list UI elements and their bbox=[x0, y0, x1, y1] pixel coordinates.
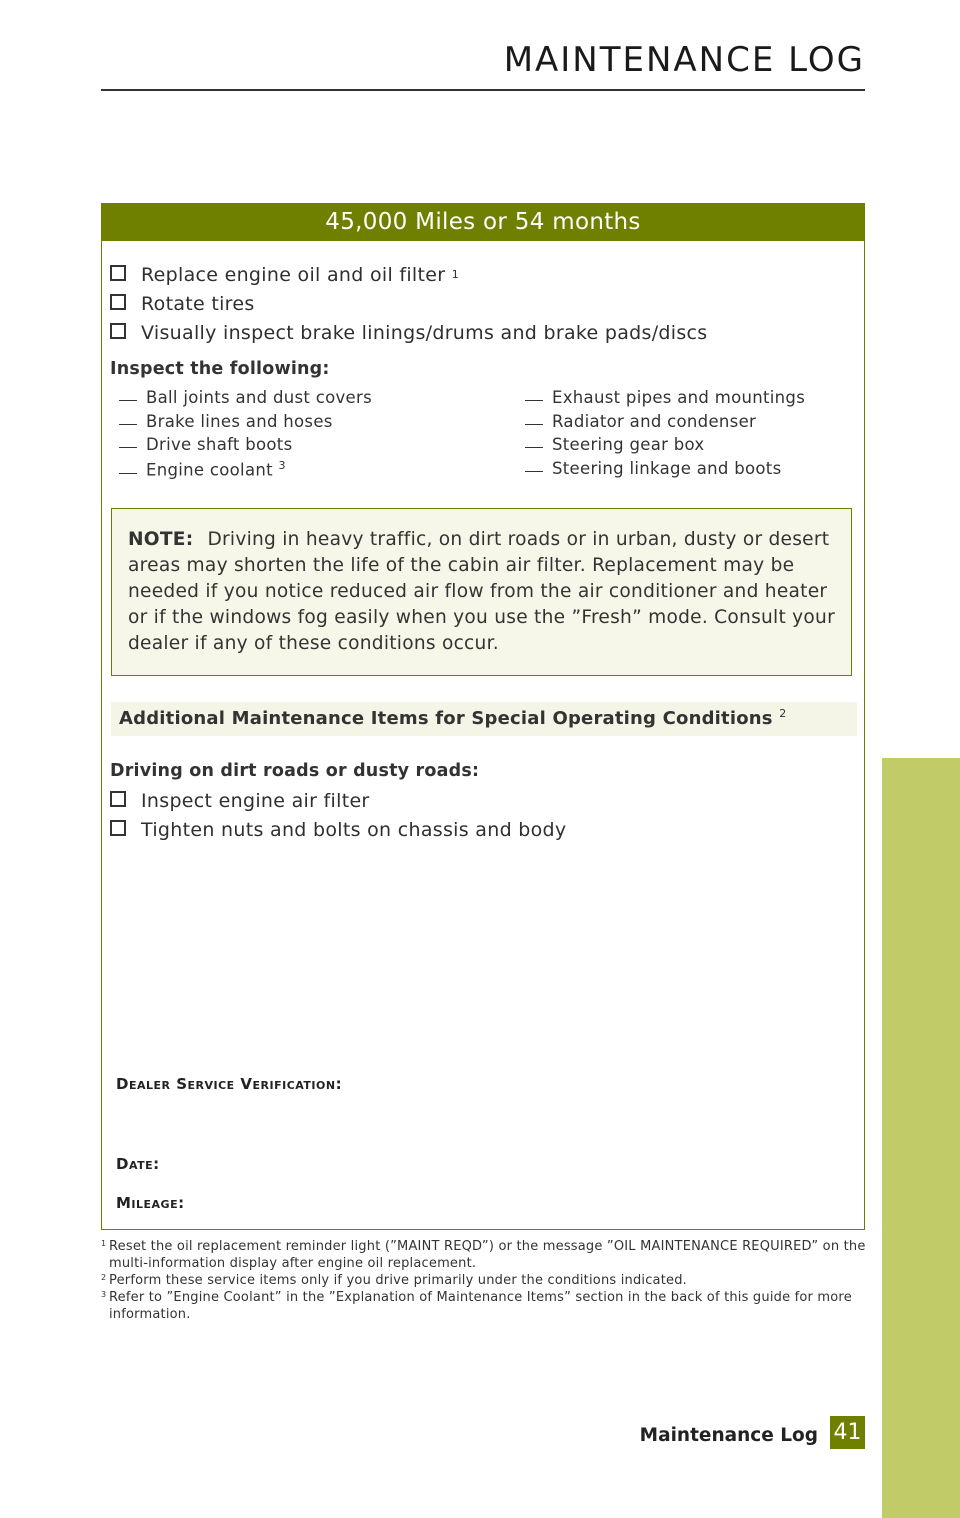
footnote-ref: 3 bbox=[278, 459, 286, 473]
date-label: Date: bbox=[116, 1155, 160, 1173]
task-item[interactable] bbox=[110, 260, 708, 289]
task-label: Inspect engine air filter bbox=[141, 789, 370, 812]
footnote-number: 1 bbox=[101, 1239, 107, 1248]
task-item[interactable] bbox=[110, 786, 566, 815]
checkbox[interactable] bbox=[110, 294, 126, 310]
inspect-item bbox=[525, 388, 805, 412]
checkbox[interactable] bbox=[110, 265, 126, 281]
header-rule bbox=[101, 89, 865, 91]
blank-line bbox=[525, 470, 543, 472]
checkbox[interactable] bbox=[110, 791, 126, 807]
checkbox[interactable] bbox=[110, 323, 126, 339]
inspect-heading: Inspect the following: bbox=[110, 359, 330, 379]
inspect-label: Brake lines and hoses bbox=[146, 411, 333, 431]
note-text bbox=[128, 527, 840, 657]
footnotes bbox=[101, 1238, 871, 1323]
task-item[interactable] bbox=[110, 318, 708, 347]
inspect-item bbox=[119, 435, 372, 459]
footnote bbox=[101, 1238, 871, 1272]
task-label: Rotate tires bbox=[141, 292, 255, 315]
inspect-item bbox=[119, 388, 372, 412]
inspect-item bbox=[119, 412, 372, 436]
dirt-roads-heading: Driving on dirt roads or dusty roads: bbox=[110, 761, 480, 781]
footnote-number: 3 bbox=[101, 1290, 107, 1299]
inspect-label: Radiator and condenser bbox=[552, 411, 757, 431]
checkbox[interactable] bbox=[110, 820, 126, 836]
blank-line bbox=[525, 423, 543, 425]
task-item[interactable] bbox=[110, 815, 566, 844]
inspect-label: Drive shaft boots bbox=[146, 435, 293, 455]
inspect-label: Exhaust pipes and mountings bbox=[552, 388, 806, 407]
blank-line bbox=[119, 472, 137, 474]
maintenance-panel bbox=[101, 203, 865, 1230]
footnote-text: Perform these service items only if you drive primarily under the conditions indicated. bbox=[109, 1273, 687, 1288]
page-number: 41 bbox=[830, 1416, 865, 1449]
footnote-text: Reset the oil replacement reminder light (”MAINT REQD”) or the message ”OIL MAINTENANCE REQUIRED” on the multi-information display after engine oil replacement. bbox=[109, 1239, 866, 1271]
task-label: Visually inspect brake linings/drums and brake pads/discs bbox=[141, 321, 708, 344]
inspect-label: Steering linkage and boots bbox=[552, 459, 782, 479]
blank-line bbox=[119, 423, 137, 425]
side-tab bbox=[882, 758, 960, 1518]
footnote bbox=[101, 1272, 871, 1289]
side-tab-label: MAINTENANCE bbox=[24, 1006, 54, 1224]
inspect-item bbox=[525, 459, 805, 483]
inspect-label: Ball joints and dust covers bbox=[146, 388, 372, 407]
note-body: Driving in heavy traffic, on dirt roads or in urban, dusty or desert areas may shorten the life of the cabin air filter. Replacement may be needed if you notice reduced air flow from the air conditioner and heater or if the windows fog easily when you use the ”Fresh” mode. Consult your dealer if any of these conditions occur. bbox=[128, 529, 835, 654]
inspect-item bbox=[525, 435, 805, 459]
note-box bbox=[111, 508, 852, 676]
page-title: MAINTENANCE LOG bbox=[503, 40, 865, 80]
inspect-list-left bbox=[119, 388, 372, 483]
task-item[interactable] bbox=[110, 289, 708, 318]
inspect-label: Steering gear box bbox=[552, 435, 705, 455]
blank-line bbox=[525, 446, 543, 448]
note-label: NOTE: bbox=[128, 529, 194, 550]
mileage-label: Mileage: bbox=[116, 1194, 185, 1212]
footnote-ref: 1 bbox=[451, 268, 460, 281]
task-label: Tighten nuts and bolts on chassis and body bbox=[141, 818, 567, 841]
blank-line bbox=[119, 399, 137, 401]
blank-line bbox=[525, 399, 543, 401]
additional-items-bar bbox=[111, 702, 857, 736]
task-label: Replace engine oil and oil filter bbox=[141, 263, 446, 286]
task-checklist bbox=[110, 260, 708, 347]
inspect-item bbox=[525, 412, 805, 436]
inspect-item bbox=[119, 459, 372, 483]
additional-items-title bbox=[119, 707, 786, 729]
dirt-roads-checklist bbox=[110, 786, 566, 844]
footnote-number: 2 bbox=[101, 1273, 107, 1282]
inspect-label: Engine coolant bbox=[146, 460, 273, 480]
additional-title-text: Additional Maintenance Items for Special Operating Conditions bbox=[119, 708, 773, 729]
footnote-text: Refer to ”Engine Coolant” in the ”Explanation of Maintenance Items” section in the back of this guide for more information. bbox=[109, 1290, 852, 1322]
panel-title: 45,000 Miles or 54 months bbox=[102, 204, 864, 241]
inspect-list-right bbox=[525, 388, 805, 483]
blank-line bbox=[119, 446, 137, 448]
footnote-ref: 2 bbox=[779, 707, 787, 720]
footer-section-label: Maintenance Log bbox=[639, 1425, 818, 1446]
dealer-verification-label: Dealer Service Verification: bbox=[116, 1075, 343, 1093]
footnote bbox=[101, 1289, 871, 1323]
